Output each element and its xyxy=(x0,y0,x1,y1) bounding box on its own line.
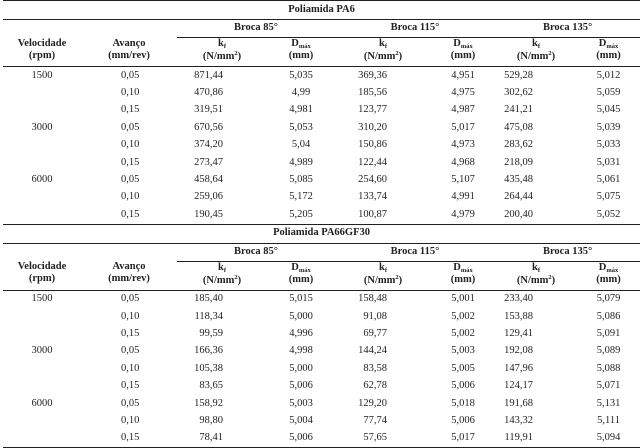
kf-135-cell: 147,96 xyxy=(504,362,533,374)
table-row xyxy=(3,343,640,360)
table-row xyxy=(3,308,640,325)
kf-symbol: k xyxy=(217,38,224,49)
kf-unit-sup: 2 xyxy=(234,50,238,58)
kf-135-cell: 302,62 xyxy=(504,87,533,99)
dmax-135-cell: 5,071 xyxy=(596,380,621,392)
dmax-85-cell: 5,172 xyxy=(289,191,313,203)
table-row xyxy=(3,189,640,206)
kf-135-cell: 153,88 xyxy=(504,310,533,322)
dmax-115-cell: 4,973 xyxy=(451,139,475,151)
dmax-header xyxy=(267,38,335,67)
kf-135-cell: 233,40 xyxy=(504,293,533,305)
drill-header: Broca 135° xyxy=(495,20,640,38)
dmax-115-cell: 5,002 xyxy=(451,327,475,339)
dmax-unit: (mm) xyxy=(450,50,476,62)
dmax-header xyxy=(577,38,640,67)
dmax-unit: (mm) xyxy=(450,273,476,285)
kf-85-cell: 158,92 xyxy=(194,397,223,409)
kf-85-cell: 83,65 xyxy=(199,380,223,392)
kf-subscript: f xyxy=(384,43,387,50)
drill-header: Broca 115° xyxy=(335,20,495,38)
kf-85-cell: 78,41 xyxy=(177,430,267,448)
table-row xyxy=(3,395,640,412)
dmax-subscript: máx xyxy=(606,43,619,50)
kf-85-cell: 259,06 xyxy=(194,191,223,203)
dmax-135-cell: 5,088 xyxy=(596,362,621,374)
dmax-symbol: D xyxy=(453,261,461,273)
avanco-cell: 0,15 xyxy=(121,104,140,116)
kf-85-cell: 98,80 xyxy=(199,414,223,426)
kf-subscript: f xyxy=(537,266,540,274)
dmax-85-cell: 5,006 xyxy=(267,430,335,448)
kf-subscript: f xyxy=(384,266,387,274)
velocidade-cell xyxy=(3,377,81,394)
avanco-header xyxy=(81,38,177,67)
avanco-cell: 0,05 xyxy=(121,174,140,185)
dmax-85-cell: 5,205 xyxy=(267,206,335,224)
drill-header-row xyxy=(3,243,640,261)
avanco-cell: 0,15 xyxy=(121,327,140,339)
avanco-cell: 0,10 xyxy=(121,414,140,426)
velocidade-cell: 6000 xyxy=(31,397,53,409)
table-row xyxy=(3,84,640,101)
section-title: Poliamida PA6 xyxy=(3,1,640,20)
dmax-header xyxy=(577,261,640,290)
kf-unit: (N/mm xyxy=(363,51,396,63)
table-row xyxy=(3,171,640,188)
kf-115-cell: 122,44 xyxy=(358,156,387,168)
kf-header xyxy=(495,38,577,67)
dmax-85-cell: 5,006 xyxy=(289,380,313,392)
dmax-subscript: máx xyxy=(460,266,473,274)
kf-unit-sup: 2 xyxy=(234,273,238,281)
dmax-135-cell: 5,091 xyxy=(596,327,621,339)
kf-85-cell: 273,47 xyxy=(194,156,223,168)
results-table xyxy=(3,0,640,448)
velocidade-cell xyxy=(3,412,81,429)
kf-symbol: k xyxy=(531,38,538,49)
kf-135-cell: 129,41 xyxy=(504,327,533,339)
table-row xyxy=(3,412,640,429)
kf-135-cell: 241,21 xyxy=(504,104,533,116)
kf-135-cell: 218,09 xyxy=(504,156,533,168)
rpm-unit: (rpm) xyxy=(28,273,56,285)
dmax-85-cell: 5,004 xyxy=(289,414,313,426)
velocidade-cell xyxy=(3,102,81,119)
velocidade-cell xyxy=(3,308,81,325)
dmax-115-cell: 4,951 xyxy=(451,69,475,81)
dmax-85-cell: 5,000 xyxy=(289,310,313,322)
kf-115-cell: 83,58 xyxy=(363,362,387,374)
table-row xyxy=(3,377,640,394)
kf-115-cell: 129,20 xyxy=(358,397,387,409)
dmax-85-cell: 4,989 xyxy=(289,156,313,168)
drill-header: Broca 85° xyxy=(177,20,335,38)
dmax-unit: (mm) xyxy=(288,273,314,285)
drill-header-blank xyxy=(3,20,177,38)
kf-header xyxy=(177,38,267,67)
drill-header: Broca 135° xyxy=(495,243,640,261)
dmax-header xyxy=(431,38,495,67)
dmax-135-cell: 5,061 xyxy=(596,174,621,185)
dmax-symbol: D xyxy=(453,38,461,49)
kf-85-cell: 670,56 xyxy=(194,121,223,133)
velocidade-cell: 1500 xyxy=(31,293,53,305)
kf-unit-close: ) xyxy=(237,274,242,286)
velocidade-cell: 3000 xyxy=(31,121,53,133)
mmrev-unit: (mm/rev) xyxy=(108,49,150,61)
cropped-footer xyxy=(218,417,258,425)
dmax-115-cell: 4,968 xyxy=(451,156,475,168)
kf-unit: (N/mm xyxy=(516,274,549,286)
dmax-115-cell: 5,018 xyxy=(451,397,475,409)
dmax-135-cell: 5,086 xyxy=(596,310,621,322)
kf-135-cell: 200,40 xyxy=(495,206,577,224)
avanco-cell: 0,15 xyxy=(81,430,177,448)
kf-unit-close: ) xyxy=(551,274,556,286)
data-table-page xyxy=(3,0,640,448)
table-row xyxy=(3,206,640,224)
kf-115-cell: 123,77 xyxy=(358,104,387,116)
velocidade-cell xyxy=(3,154,81,171)
kf-85-cell: 105,38 xyxy=(194,362,223,374)
avanco-cell: 0,15 xyxy=(81,206,177,224)
avanco-cell: 0,10 xyxy=(121,191,140,203)
dmax-135-cell: 5,031 xyxy=(596,156,621,168)
dmax-85-cell: 5,000 xyxy=(289,362,313,374)
kf-135-cell: 435,48 xyxy=(504,174,533,185)
kf-135-cell: 475,08 xyxy=(504,121,533,133)
dmax-subscript: máx xyxy=(298,266,311,274)
kf-unit-sup: 2 xyxy=(548,273,552,281)
kf-unit: (N/mm xyxy=(363,274,396,286)
dmax-135-cell: 5,039 xyxy=(596,121,621,133)
dmax-115-cell: 5,017 xyxy=(451,121,475,133)
kf-115-cell: 158,48 xyxy=(358,293,387,305)
mmrev-unit: (mm/rev) xyxy=(108,273,150,285)
kf-unit-close: ) xyxy=(551,51,556,63)
dmax-85-cell: 5,04 xyxy=(291,139,311,151)
kf-subscript: f xyxy=(537,43,540,50)
kf-115-cell: 185,56 xyxy=(358,87,387,99)
dmax-85-cell: 5,015 xyxy=(289,293,313,305)
table-row xyxy=(3,102,640,119)
table-row xyxy=(3,360,640,377)
drill-header-row xyxy=(3,20,640,38)
dmax-115-cell: 4,979 xyxy=(431,206,495,224)
dmax-135-cell: 5,111 xyxy=(597,414,620,426)
dmax-135-cell: 5,052 xyxy=(577,206,640,224)
kf-85-cell: 374,20 xyxy=(194,139,223,151)
avanco-label: Avanço xyxy=(112,37,146,49)
kf-135-cell: 143,32 xyxy=(504,414,533,426)
velocidade-label: Velocidade xyxy=(17,261,67,273)
dmax-115-cell: 4,975 xyxy=(451,87,475,99)
velocidade-cell: 3000 xyxy=(31,345,53,357)
column-header-row xyxy=(3,261,640,290)
kf-115-cell: 310,20 xyxy=(358,121,387,133)
kf-unit-sup: 2 xyxy=(395,50,399,58)
dmax-115-cell: 5,017 xyxy=(431,430,495,448)
dmax-135-cell: 5,059 xyxy=(596,87,621,99)
kf-header xyxy=(495,261,577,290)
kf-header xyxy=(335,38,431,67)
table-row xyxy=(3,119,640,136)
dmax-115-cell: 5,107 xyxy=(451,174,475,185)
velocidade-cell xyxy=(3,206,81,224)
velocidade-cell xyxy=(3,84,81,101)
kf-115-cell: 144,24 xyxy=(358,345,387,357)
kf-symbol: k xyxy=(217,261,224,273)
dmax-115-cell: 4,991 xyxy=(451,191,475,203)
kf-115-cell: 133,74 xyxy=(358,191,387,203)
kf-symbol: k xyxy=(378,38,385,49)
velocidade-header xyxy=(3,261,81,290)
dmax-symbol: D xyxy=(291,261,299,273)
kf-135-cell: 264,44 xyxy=(504,191,533,203)
avanco-cell: 0,10 xyxy=(121,362,140,374)
kf-115-cell: 57,65 xyxy=(335,430,431,448)
kf-subscript: f xyxy=(223,43,226,50)
drill-header: Broca 85° xyxy=(177,243,335,261)
kf-unit: (N/mm xyxy=(516,51,549,63)
dmax-135-cell: 5,045 xyxy=(596,104,621,116)
kf-135-cell: 529,28 xyxy=(504,69,533,81)
dmax-135-cell: 5,079 xyxy=(596,293,621,305)
kf-135-cell: 192,08 xyxy=(504,345,533,357)
kf-85-cell: 470,86 xyxy=(194,87,223,99)
avanco-cell: 0,05 xyxy=(121,121,140,133)
velocidade-cell xyxy=(3,360,81,377)
kf-85-cell: 99,59 xyxy=(199,327,223,339)
kf-115-cell: 100,87 xyxy=(335,206,431,224)
kf-unit-sup: 2 xyxy=(395,273,399,281)
kf-unit: (N/mm xyxy=(202,274,235,286)
dmax-85-cell: 4,99 xyxy=(291,87,311,99)
dmax-135-cell: 5,012 xyxy=(596,69,621,81)
rpm-unit: (rpm) xyxy=(28,49,56,61)
section-title-row xyxy=(3,1,640,20)
kf-85-cell: 166,36 xyxy=(194,345,223,357)
avanco-cell: 0,15 xyxy=(121,380,140,392)
dmax-85-cell: 5,053 xyxy=(289,121,313,133)
kf-115-cell: 62,78 xyxy=(363,380,387,392)
kf-symbol: k xyxy=(378,261,385,273)
avanco-cell: 0,05 xyxy=(121,397,140,409)
avanco-cell: 0,15 xyxy=(121,156,140,168)
kf-135-cell: 119,91 xyxy=(495,430,577,448)
kf-unit-close: ) xyxy=(398,51,403,63)
dmax-115-cell: 5,002 xyxy=(451,310,475,322)
dmax-symbol: D xyxy=(291,38,299,49)
dmax-135-cell: 5,131 xyxy=(596,397,621,409)
dmax-subscript: máx xyxy=(298,43,311,50)
kf-115-cell: 150,86 xyxy=(358,139,387,151)
kf-135-cell: 283,62 xyxy=(504,139,533,151)
dmax-135-cell: 5,094 xyxy=(577,430,640,448)
dmax-135-cell: 5,033 xyxy=(596,139,621,151)
velocidade-label: Velocidade xyxy=(17,37,67,49)
kf-85-cell: 871,44 xyxy=(194,69,223,81)
avanco-cell: 0,05 xyxy=(121,69,140,81)
section-title-row xyxy=(3,224,640,243)
kf-135-cell: 191,68 xyxy=(504,397,533,409)
kf-header xyxy=(335,261,431,290)
dmax-115-cell: 5,006 xyxy=(451,380,475,392)
column-header-row xyxy=(3,38,640,67)
dmax-85-cell: 5,003 xyxy=(289,397,313,409)
kf-subscript: f xyxy=(223,266,226,274)
avanco-label: Avanço xyxy=(112,261,146,273)
velocidade-header xyxy=(3,38,81,67)
avanco-cell: 0,10 xyxy=(121,310,140,322)
dmax-unit: (mm) xyxy=(596,50,621,62)
dmax-symbol: D xyxy=(598,38,607,49)
kf-header xyxy=(177,261,267,290)
avanco-cell: 0,05 xyxy=(121,293,140,305)
kf-115-cell: 254,60 xyxy=(358,174,387,185)
table-row xyxy=(3,154,640,171)
dmax-subscript: máx xyxy=(460,43,473,50)
dmax-85-cell: 4,981 xyxy=(289,104,313,116)
kf-135-cell: 124,17 xyxy=(504,380,533,392)
dmax-85-cell: 4,996 xyxy=(289,327,313,339)
kf-85-cell: 118,34 xyxy=(194,310,223,322)
kf-unit-close: ) xyxy=(398,274,403,286)
velocidade-cell xyxy=(3,137,81,154)
velocidade-cell xyxy=(3,325,81,342)
avanco-cell: 0,05 xyxy=(121,345,140,357)
dmax-115-cell: 5,001 xyxy=(451,293,475,305)
kf-115-cell: 91,08 xyxy=(363,310,387,322)
table-row xyxy=(3,67,640,85)
kf-unit-sup: 2 xyxy=(548,50,552,58)
dmax-header xyxy=(431,261,495,290)
velocidade-cell xyxy=(3,189,81,206)
kf-115-cell: 69,77 xyxy=(363,327,387,339)
avanco-cell: 0,10 xyxy=(121,87,140,99)
dmax-115-cell: 5,006 xyxy=(451,414,475,426)
dmax-135-cell: 5,075 xyxy=(596,191,621,203)
table-row xyxy=(3,290,640,308)
dmax-115-cell: 4,987 xyxy=(451,104,475,116)
kf-115-cell: 369,36 xyxy=(358,69,387,81)
kf-85-cell: 185,40 xyxy=(194,293,223,305)
dmax-subscript: máx xyxy=(606,266,619,274)
drill-header: Broca 115° xyxy=(335,243,495,261)
kf-symbol: k xyxy=(531,261,538,273)
kf-85-cell: 458,64 xyxy=(194,174,223,185)
dmax-unit: (mm) xyxy=(596,273,621,285)
dmax-115-cell: 5,003 xyxy=(451,345,475,357)
kf-115-cell: 77,74 xyxy=(363,414,387,426)
avanco-cell: 0,10 xyxy=(121,139,140,151)
kf-85-cell: 190,45 xyxy=(177,206,267,224)
avanco-header xyxy=(81,261,177,290)
velocidade-cell xyxy=(3,430,81,448)
table-row xyxy=(3,137,640,154)
dmax-115-cell: 5,005 xyxy=(451,362,475,374)
dmax-header xyxy=(267,261,335,290)
dmax-85-cell: 5,035 xyxy=(289,69,313,81)
dmax-symbol: D xyxy=(598,261,607,273)
kf-unit: (N/mm xyxy=(202,51,235,63)
section-title: Poliamida PA66GF30 xyxy=(3,224,640,243)
dmax-85-cell: 4,998 xyxy=(289,345,313,357)
dmax-85-cell: 5,085 xyxy=(289,174,313,185)
velocidade-cell: 6000 xyxy=(31,174,53,185)
dmax-unit: (mm) xyxy=(288,50,314,62)
table-row xyxy=(3,325,640,342)
table-row xyxy=(3,430,640,448)
kf-85-cell: 319,51 xyxy=(194,104,223,116)
drill-header-blank xyxy=(3,243,177,261)
dmax-135-cell: 5,089 xyxy=(596,345,621,357)
kf-unit-close: ) xyxy=(237,51,242,63)
velocidade-cell: 1500 xyxy=(31,69,53,81)
